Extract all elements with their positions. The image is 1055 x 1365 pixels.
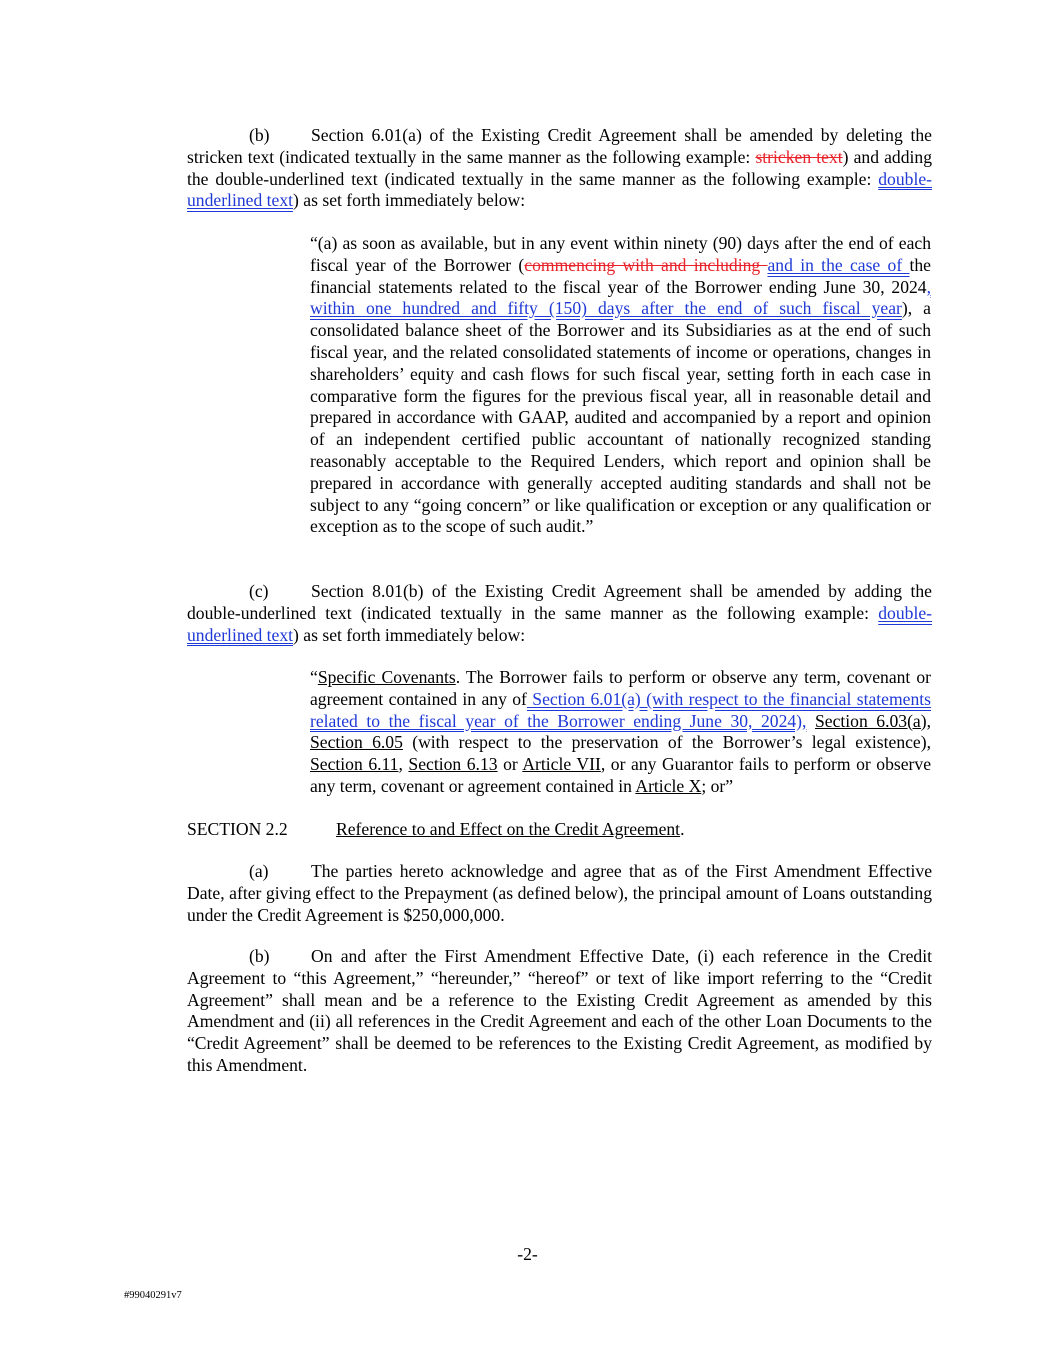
paragraph-label: (a) [249, 861, 269, 881]
paragraph-label: (c) [249, 581, 269, 601]
section-reference: Section 6.03(a) [814, 710, 927, 731]
document-id: #99040291v7 [124, 1290, 182, 1301]
inserted-text: Section 6.01(a) (with respect to the financial statements related to the fiscal year of the Borrower ending June 30, 2024), [310, 688, 931, 731]
section-title: Reference to and Effect on the Credit Agreement [336, 819, 681, 839]
section-reference: Section 6.13 [408, 754, 498, 775]
inserted-text: and in the case of [767, 254, 910, 275]
section-reference: Section 6.11 [310, 754, 399, 775]
stricken-text-example: stricken text [755, 146, 843, 167]
paragraph-label: (b) [249, 125, 270, 145]
section-reference: Section 6.05 [310, 732, 403, 753]
double-underlined-example: double-underlined text [187, 602, 932, 645]
section-number: SECTION 2.2 [187, 819, 288, 839]
specific-covenants-heading: Specific Covenants [317, 667, 456, 687]
paragraph-label: (b) [249, 946, 270, 966]
double-underlined-example: double-underlined text [187, 168, 932, 211]
inserted-text: , within one hundred and fifty (150) days after the end of such fiscal year [310, 276, 931, 319]
section-2-2-heading: SECTION 2.2 Reference to and Effect on the Credit Agreement. [187, 819, 685, 839]
quoted-section-6-01a: “(a) as soon as available, but in any event within ninety (90) days after the end of each fiscal year of the Borrower (commencing with and including and in the case of the financial statements related to the fiscal year of the Borrower ending June 30, 2024, within one hundred and fifty (150) days after the end of such fiscal year), a consolidated balance sheet of the Borrower and its Subsidiaries as at the end of such fiscal year, and the related consolidated statements of income or operations, changes in shareholders’ equity and cash flows for such fiscal year, setting forth in each case in comparative form the figures for the previous fiscal year, all in reasonable detail and prepared in accordance with GAAP, audited and accompanied by a report and opinion of an independent certified public accountant of nationally recognized standing reasonably acceptable to the Required Lenders, which report and opinion shall be prepared in accordance with generally accepted auditing standards and shall not be subject to any “going concern” or like qualification or exception or any qualification or exception as to the scope of such audit.” [310, 233, 931, 537]
paragraph-2-2b: (b) On and after the First Amendment Effective Date, (i) each reference in the Credit Agreement to “this Agreement,” “hereunder,” “hereof” or text of like import referring to the “Credit Agreement” shall mean and be a reference to the Existing Credit Agreement as amended by this Amendment and (ii) all references in the Credit Agreement and each of the other Loan Documents to the “Credit Agreement” shall be deemed to be references to the Existing Credit Agreement, as modified by this Amendment. [187, 946, 932, 1075]
paragraph-2-2a: (a) The parties hereto acknowledge and agree that as of the First Amendment Effective Date, after giving effect to the Prepayment (as defined below), the principal amount of Loans outstanding under the Credit Agreement is $250,000,000. [187, 861, 932, 925]
article-reference: Article X [635, 775, 702, 796]
quoted-section-8-01b: “Specific Covenants. The Borrower fails to perform or observe any term, covenant or agreement contained in any of Section 6.01(a) (with respect to the financial statements related to the fiscal year of the Borrower ending June 30, 2024), Section 6.03(a), Section 6.05 (with respect to the preservation of the Borrower’s legal existence), Section 6.11, Section 6.13 or Article VII, or any Guarantor fails to perform or observe any term, covenant or agreement contained in Article X; or” [310, 667, 932, 796]
article-reference: Article VII [522, 754, 601, 775]
paragraph-c: (c) Section 8.01(b) of the Existing Credit Agreement shall be amended by adding the double-underlined text (indicated textually in the same manner as the following example: double-underlined text) as set forth immediately below: [187, 581, 932, 645]
paragraph-b: (b) Section 6.01(a) of the Existing Credit Agreement shall be amended by deleting the stricken text (indicated textually in the same manner as the following example: stricken text) and adding the double-underlined text (indicated textually in the same manner as the following example: double-underlined text) as set forth immediately below: [187, 125, 932, 211]
stricken-text: commencing with and including [524, 254, 768, 275]
page-number: -2- [517, 1244, 538, 1264]
